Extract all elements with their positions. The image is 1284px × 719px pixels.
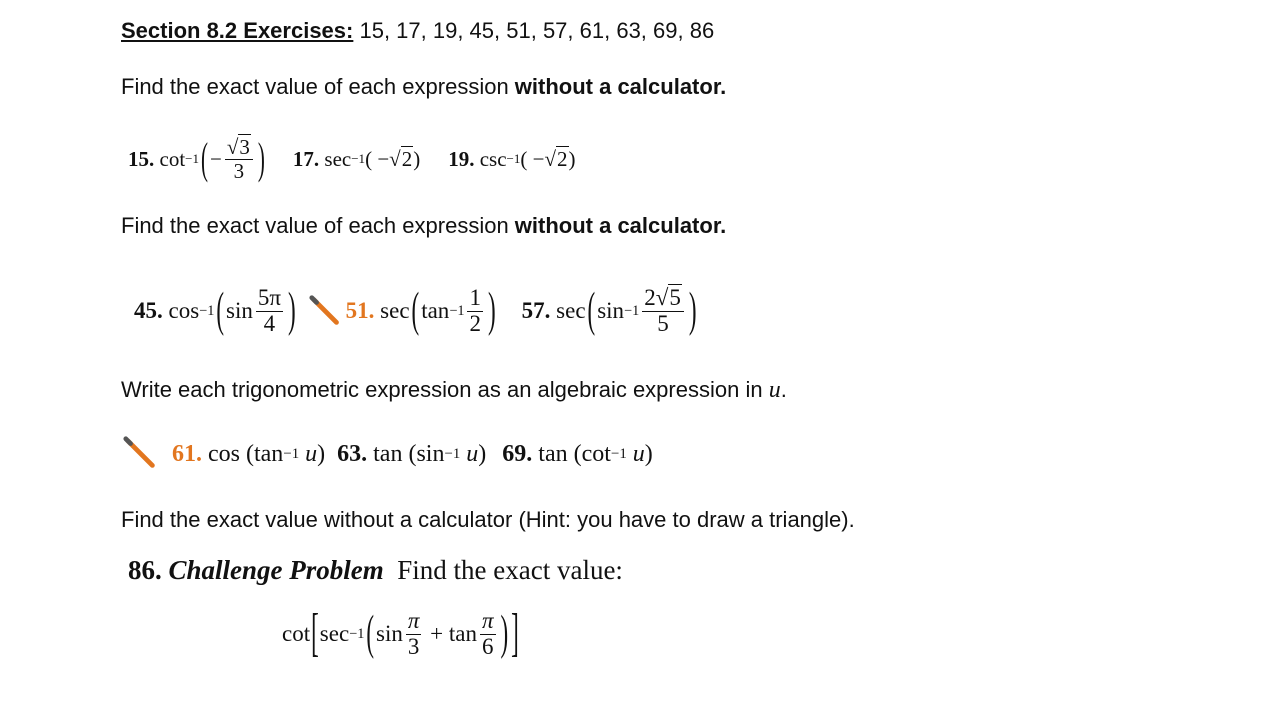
problem-15-number: 15. bbox=[128, 146, 155, 171]
problem-17-number: 17. bbox=[292, 146, 320, 171]
problem-19-number: 19. bbox=[448, 146, 475, 171]
problem-15-fraction: $\frac{√3}{3}$ bbox=[225, 136, 253, 181]
problem-86-expression: cot [ sec −1 ( sin $\frac{\pi}{3}$ + tan $\frac{\pi}{6}$ ) ] bbox=[282, 604, 519, 662]
problem-86-header: 86. Challenge Problem Find the exact value: bbox=[128, 555, 623, 585]
problem-row-1: 15. cot −1 ( − $\frac{√3}{3}$ ) 17. sec −1 ( − √2 ) 19. csc −1 ( − √2 ) bbox=[128, 132, 576, 184]
section-title: Section 8.2 Exercises: bbox=[121, 18, 354, 43]
problem-57-number: 57. bbox=[521, 298, 551, 323]
problem-86-title: Challenge Problem bbox=[168, 555, 384, 585]
instruction-3: Write each trigonometric expression as an algebraic expression in u. bbox=[121, 377, 787, 403]
problem-63-number: 63. bbox=[337, 440, 368, 467]
problem-15-fn: cot bbox=[159, 146, 186, 171]
pencil-icon bbox=[308, 292, 346, 330]
section-header bbox=[121, 18, 714, 44]
instruction-4: Find the exact value without a calculator (Hint: you have to draw a triangle). bbox=[121, 507, 855, 532]
instruction-1: Find the exact value of each expression without a calculator. bbox=[121, 74, 727, 99]
problem-69-number: 69. bbox=[502, 440, 533, 467]
exercise-list: 15, 17, 19, 45, 51, 57, 61, 63, 69, 86 bbox=[353, 18, 715, 43]
instruction-2: Find the exact value of each expression without a calculator. bbox=[121, 213, 727, 238]
problem-61-number: 61. bbox=[172, 440, 202, 467]
problem-row-3: 61. cos (tan −1 u ) 63. tan (sin −1 u ) 69. tan (cot −1 u ) bbox=[122, 432, 653, 476]
problem-86-number: 86. bbox=[128, 555, 162, 585]
problem-row-2: 45. cos −1 ( sin $\frac{5\pi}{4}$ ) 51. sec ( tan −1 $\frac{1}{2}$ ) 57. sec ( sin −1 $\frac{2√5}{5}$ ) bbox=[134, 283, 697, 337]
pencil-icon bbox=[122, 435, 160, 473]
problem-51-number: 51. bbox=[345, 298, 375, 323]
problem-45-number: 45. bbox=[134, 298, 163, 323]
